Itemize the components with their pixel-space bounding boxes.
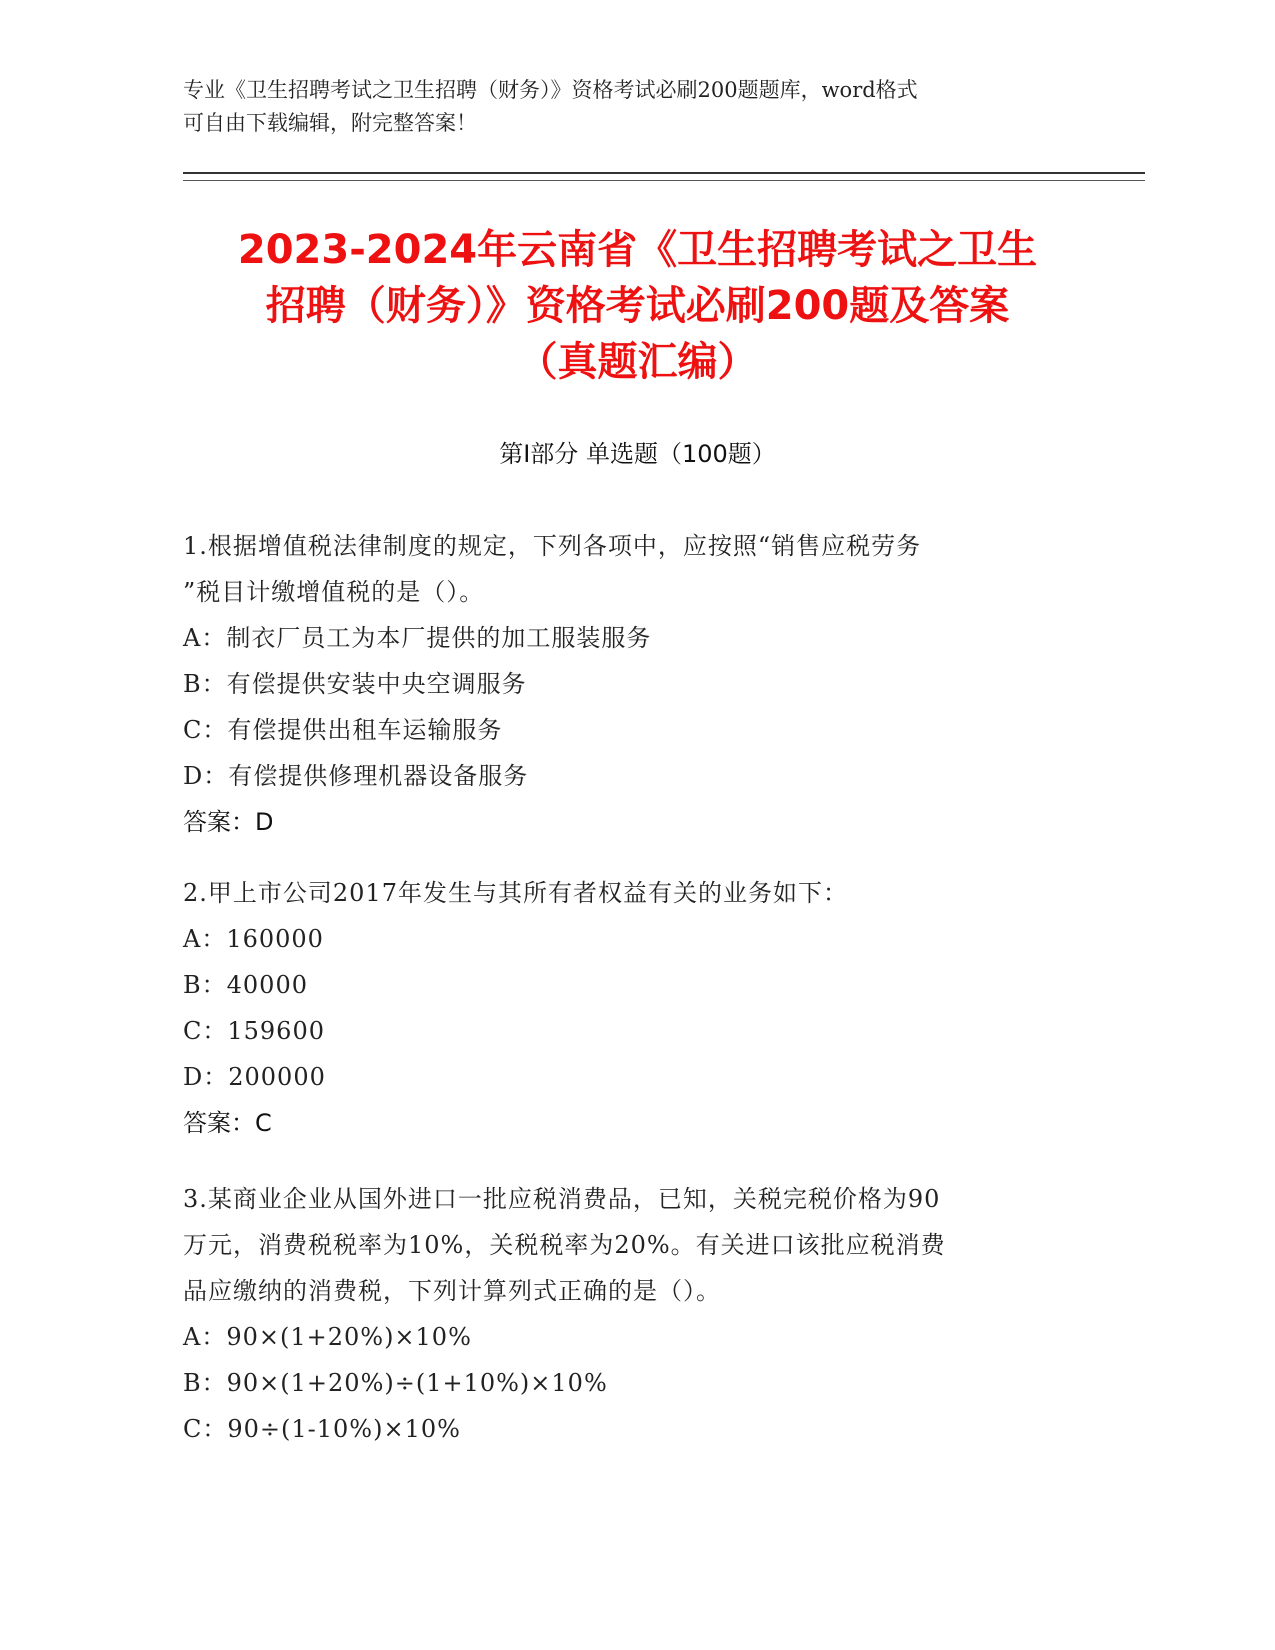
option-b: B：有偿提供安装中央空调服务 [183, 670, 527, 698]
question-stem: 3.某商业企业从国外进口一批应税消费品，已知，关税完税价格为90 [183, 1185, 941, 1213]
question-stem: 1.根据增值税法律制度的规定，下列各项中，应按照“销售应税劳务 [183, 532, 922, 560]
question-stem: ”税目计缴增值税的是（）。 [183, 578, 485, 606]
title-line: 2023-2024年云南省《卫生招聘考试之卫生 [237, 227, 1038, 273]
section-title: 第Ⅰ部分 单选题（100题） [499, 440, 776, 468]
question-stem: 万元，消费税税率为10%，关税税率为20%。有关进口该批应税消费 [183, 1231, 946, 1259]
question-stem: 2.甲上市公司2017年发生与其所有者权益有关的业务如下： [183, 879, 848, 907]
option-c: C：有偿提供出租车运输服务 [183, 716, 503, 744]
title-line: 招聘（财务）》资格考试必刷200题及答案 [265, 283, 1010, 329]
header-note-line: 可自由下载编辑，附完整答案！ [183, 111, 477, 135]
header-note [183, 74, 1063, 140]
header-note-line: 专业《卫生招聘考试之卫生招聘（财务）》资格考试必刷200题题库，word格式 [183, 78, 918, 102]
question-block [183, 870, 1083, 1146]
answer-line: 答案：D [183, 808, 274, 836]
header-divider-thick [183, 172, 1145, 174]
option-b: B：40000 [183, 971, 308, 999]
option-a: A：90×(1+20%)×10% [183, 1323, 472, 1351]
option-a: A：制衣厂员工为本厂提供的加工服装服务 [183, 624, 652, 652]
answer-line: 答案：C [183, 1109, 272, 1137]
option-c: C：90÷(1-10%)×10% [183, 1415, 461, 1443]
question-block [183, 1176, 1083, 1452]
document-title [150, 222, 1125, 390]
option-a: A：160000 [183, 925, 324, 953]
option-b: B：90×(1+20%)÷(1+10%)×10% [183, 1369, 608, 1397]
question-stem: 品应缴纳的消费税，下列计算列式正确的是（）。 [183, 1277, 721, 1305]
header-divider-thin [183, 180, 1145, 181]
option-d: D：200000 [183, 1063, 326, 1091]
option-d: D：有偿提供修理机器设备服务 [183, 762, 529, 790]
title-line: （真题汇编） [517, 339, 758, 385]
question-block [183, 523, 1083, 845]
option-c: C：159600 [183, 1017, 325, 1045]
